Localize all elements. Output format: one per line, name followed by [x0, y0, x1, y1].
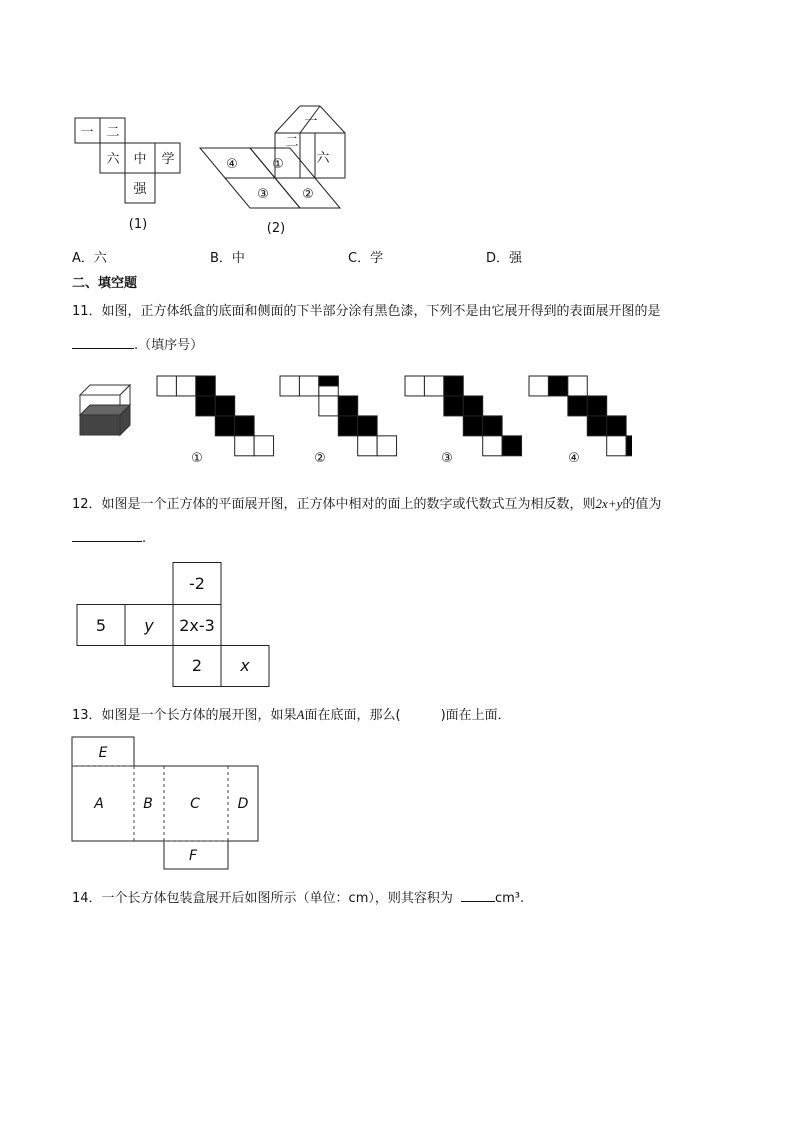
q12-text-after: 的值为	[622, 497, 662, 512]
q11-net3-cell	[463, 396, 482, 416]
q11-net2-cell-half	[319, 376, 338, 386]
q11-text: 11．如图，正方体纸盒的底面和侧面的下半部分涂有黑色漆，下列不是由它展开得到的表面展开图的是	[72, 304, 661, 319]
q11-net3-cell	[405, 376, 424, 396]
q13-label-F: F	[188, 848, 198, 864]
q11-net1-cell	[196, 396, 215, 416]
q11-net1-cell	[215, 416, 234, 436]
q12-cell-mid: y	[144, 616, 154, 635]
q12-text-before: 12．如图是一个正方体的平面展开图，正方体中相对的面上的数字或代数式互为相反数，则	[72, 497, 596, 512]
q13-label-C: C	[190, 796, 200, 812]
q12-cell-left: 5	[95, 616, 107, 635]
section-title: 二、填空题	[72, 276, 138, 291]
q11-net3-cell	[444, 376, 463, 396]
q11-net2-cell	[377, 436, 396, 456]
figure-nets-1-2	[70, 98, 360, 243]
q12-period: .	[142, 531, 147, 546]
q11-net3-cell	[424, 376, 443, 396]
q11-net2-cell	[280, 376, 299, 396]
q11-blank[interactable]	[72, 334, 134, 349]
net1-cell-3: 六	[106, 152, 120, 167]
q11-figure	[72, 370, 632, 470]
q11-net2-cell	[338, 416, 357, 436]
q11-net1-cell	[157, 376, 176, 396]
q13-net	[71, 736, 265, 872]
net2-cell-2: ②	[302, 187, 314, 202]
q11-net2-cell	[358, 416, 377, 436]
q11-net4-cell	[548, 376, 567, 396]
cube-face-top: 一	[304, 114, 318, 129]
cube-face-front: 六	[316, 151, 330, 166]
q11-answer-line	[72, 334, 203, 355]
q11-net1-cell	[254, 436, 273, 456]
q11-net1-cell	[215, 396, 234, 416]
q11-net1-cell	[176, 376, 195, 396]
q13-label-E: E	[98, 745, 108, 761]
q12-net	[76, 562, 276, 692]
q13-label-A: A	[94, 796, 104, 812]
q13-face: A	[296, 707, 305, 722]
net1-cell-4: 中	[133, 152, 147, 167]
q12-blank[interactable]	[72, 527, 142, 542]
q11-net4-cell	[607, 416, 626, 436]
choice-b[interactable]: B．中	[210, 251, 245, 266]
q14-blank[interactable]	[461, 887, 495, 902]
q11-net4-cell	[529, 376, 548, 396]
q13-text	[72, 706, 511, 725]
q12-expr: 2x+y	[595, 496, 623, 511]
cube-face-side: 二	[285, 135, 299, 150]
q13-label-D: D	[237, 796, 249, 812]
q14-text-main: 14．一个长方体包装盒展开后如图所示（单位：cm），则其容积为	[72, 891, 453, 906]
q11-net4-cell	[587, 416, 606, 436]
q11-net2-cell	[319, 396, 338, 416]
q11-net4-cell	[568, 396, 587, 416]
net2-cell-4: ④	[226, 157, 238, 172]
q11-net4-cell	[626, 436, 632, 456]
q14-unit: cm³.	[495, 891, 525, 906]
q11-label-1: ①	[191, 451, 203, 466]
q12-text	[72, 495, 661, 514]
q14-text	[72, 887, 524, 908]
q11-net3-cell	[463, 416, 482, 436]
q11-label-4: ④	[568, 451, 580, 466]
q11-label-2: ②	[314, 451, 326, 466]
net2-caption: (2)	[266, 221, 286, 236]
q11-net3-cell	[444, 396, 463, 416]
q11-label-3: ③	[441, 451, 453, 466]
net1-cell-1: 一	[80, 125, 94, 140]
q13-text-after: )面在上面．	[440, 708, 511, 723]
q13-text-mid: 面在底面，那么(	[304, 708, 401, 723]
net1-cell-5: 学	[161, 152, 175, 167]
q11-suffix: .（填序号）	[134, 338, 204, 353]
net2-cell-3: ③	[257, 187, 269, 202]
q11-net3-cell	[502, 436, 521, 456]
q11-net4-cell	[587, 396, 606, 416]
net1-cell-2: 二	[106, 125, 120, 140]
q11-net2-cell	[299, 376, 318, 396]
choice-a[interactable]: A．六	[72, 251, 107, 266]
net2-cell-1: ①	[272, 157, 284, 172]
q11-net4-cell	[607, 436, 626, 456]
net1-caption: (1)	[128, 217, 148, 232]
choice-c[interactable]: C．学	[348, 251, 384, 266]
q11-net1-cell	[235, 436, 254, 456]
q12-answer-line	[72, 527, 146, 548]
q11-net3-cell	[483, 416, 502, 436]
q12-cell-center: 2x-3	[179, 616, 215, 635]
q11-net1-cell	[235, 416, 254, 436]
q12-cell-top: -2	[189, 574, 205, 593]
q11-net4-cell	[568, 376, 587, 396]
q12-cell-bottom: 2	[191, 656, 203, 675]
q11-net2-cell	[338, 396, 357, 416]
q11-net1-cell	[196, 376, 215, 396]
q11-net3-cell	[483, 436, 502, 456]
q12-cell-right: x	[240, 656, 250, 675]
choice-d[interactable]: D．强	[486, 251, 523, 266]
net1-cell-6: 强	[133, 182, 147, 197]
q11-net2-cell	[358, 436, 377, 456]
q13-text-before: 13．如图是一个长方体的展开图，如果	[72, 708, 297, 723]
q13-label-B: B	[143, 796, 153, 812]
painted-box	[80, 385, 130, 435]
